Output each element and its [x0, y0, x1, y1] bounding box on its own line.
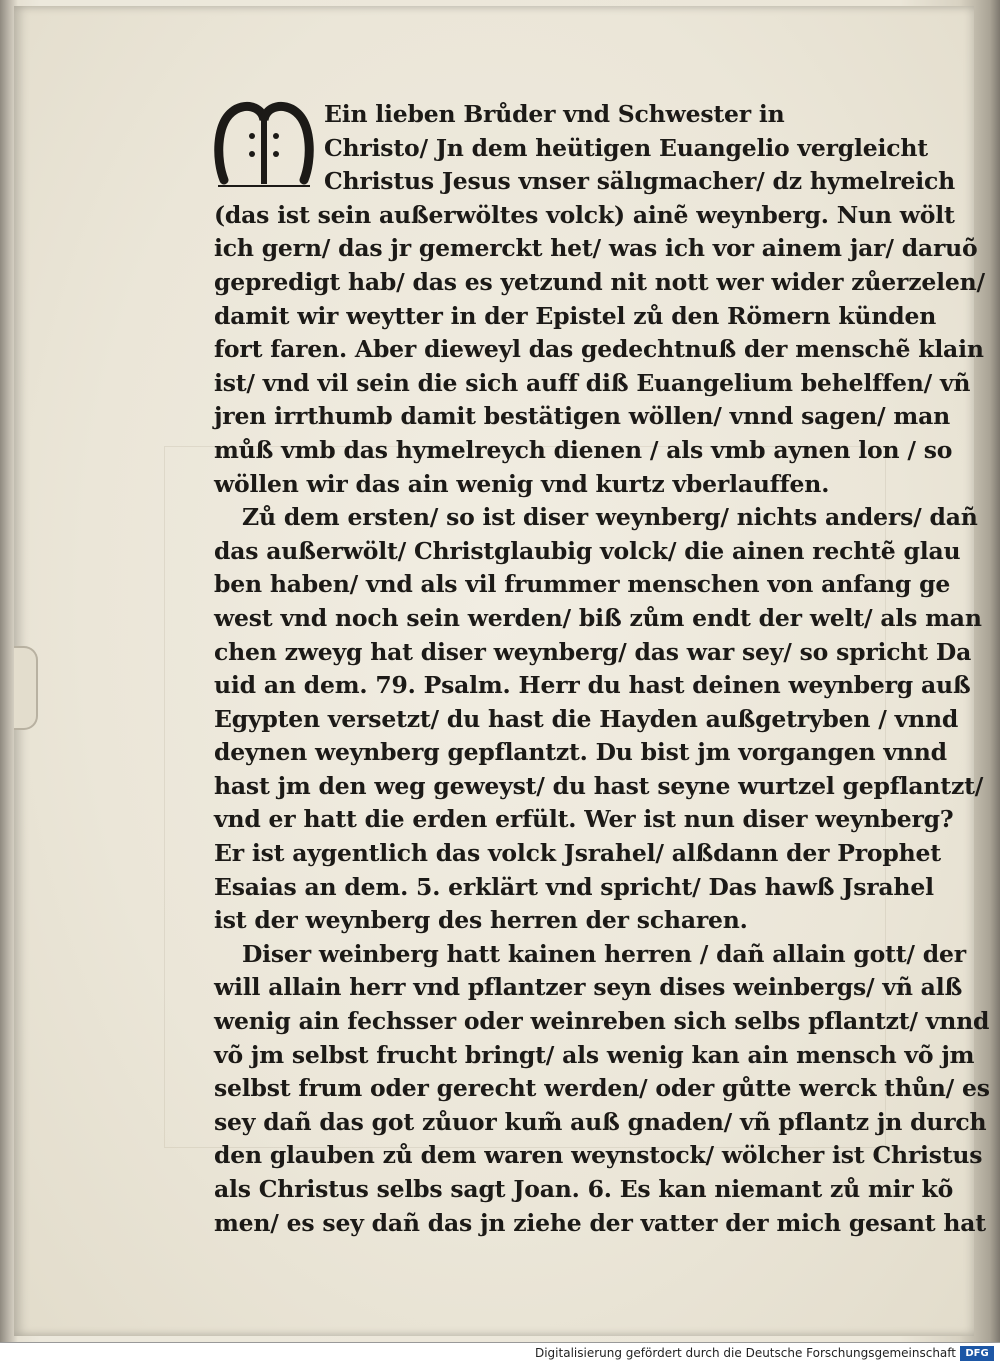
- text-line: ben haben/ vnd als vil frummer menschen von anfang ge: [214, 570, 951, 599]
- text-line: (das ist sein außerwöltes volck) ainẽ weynberg. Nun wölt: [214, 200, 955, 229]
- text-line: vnd er hatt die erden erfült. Wer ist nun diser weynberg?: [214, 805, 954, 834]
- text-line: das außerwölt/ Christglaubig volck/ die ainen rechtẽ glau: [214, 536, 961, 565]
- text-line: võ jm selbst frucht bringt/ als wenig kan ain mensch võ jm: [214, 1040, 975, 1069]
- funding-credit: Digitalisierung gefördert durch die Deutsche Forschungsgemeinschaft: [534, 1346, 956, 1360]
- text-line: west vnd noch sein werden/ biß zům endt der welt/ als man: [214, 603, 982, 632]
- text-line: Zů dem ersten/ so ist diser weynberg/ nichts anders/ dañ: [242, 503, 978, 532]
- dfg-logo[interactable]: DFG: [960, 1346, 994, 1361]
- text-line: will allain herr vnd pflantzer seyn dises weinbergs/ vñ alß: [214, 973, 963, 1002]
- page-text-block: [214, 98, 990, 1240]
- text-line: selbst frum oder gerecht werden/ oder gůtte werck thůn/ es: [214, 1074, 990, 1103]
- text-line: fort faren. Aber dieweyl das gedechtnuß der menschẽ klain: [214, 335, 984, 364]
- text-line: damit wir weytter in der Epistel zů den Römern künden: [214, 301, 937, 330]
- text-line: Diser weinberg hatt kainen herren / dañ allain gott/ der: [242, 939, 966, 968]
- text-line: Esaias an dem. 5. erklärt vnd spricht/ Das hawß Jsrahel: [214, 872, 934, 901]
- text-line: Egypten versetzt/ du hast die Hayden außgetryben / vnnd: [214, 704, 959, 733]
- text-line: Ein lieben Brůder vnd Schwester in: [324, 100, 785, 128]
- text-line: můß vmb das hymelreych dienen / als vmb aynen lon / so: [214, 435, 953, 464]
- page-tab-edge: [14, 646, 38, 730]
- text-line: jren irrthumb damit bestätigen wöllen/ vnnd sagen/ man: [214, 402, 950, 431]
- text-line: sey dañ das got zůuor kum̃ auß gnaden/ vñ pflantz jn durch: [214, 1107, 987, 1136]
- text-line: wenig ain fechsser oder weinreben sich selbs pflantzt/ vnnd: [214, 1007, 990, 1036]
- svg-text:M: M: [264, 158, 266, 159]
- text-line: Er ist aygentlich das volck Jsrahel/ alßdann der Prophet: [214, 839, 941, 868]
- text-line: ist/ vnd vil sein die sich auff diß Euangelium behelffen/ vñ: [214, 368, 971, 397]
- text-line: ich gern/ das jr gemerckt het/ was ich vor ainem jar/ daruõ: [214, 234, 978, 263]
- text-line: Christo/ Jn dem heütigen Euangelio vergleicht: [324, 133, 928, 162]
- digitization-footer: [0, 1342, 1000, 1366]
- text-line: men/ es sey dañ das jn ziehe der vatter der mich gesant hat: [214, 1208, 986, 1237]
- text-line: als Christus selbs sagt Joan. 6. Es kan niemant zů mir kõ: [214, 1175, 954, 1203]
- text-line: hast jm den weg geweyst/ du hast seyne wurtzel gepflantzt/: [214, 771, 984, 800]
- text-line: den glauben zů dem waren weynstock/ wölcher ist Christus: [214, 1141, 983, 1170]
- text-line: uid an dem. 79. Psalm. Herr du hast deinen weynberg auß: [214, 671, 971, 700]
- text-line: ist der weynberg des herren der scharen.: [214, 906, 748, 935]
- text-line: deynen weynberg gepflantzt. Du bist jm vorgangen vnnd: [214, 738, 947, 767]
- text-line: wöllen wir das ain wenig vnd kurtz vberlauffen.: [214, 469, 830, 498]
- text-line: Christus Jesus vnser sälıgmacher/ dz hymelreich: [324, 167, 955, 196]
- text-line: gepredigt hab/ das es yetzund nit nott wer wider zůerzelen/: [214, 267, 985, 296]
- text-line: chen zweyg hat diser weynberg/ das war sey/ so spricht Da: [214, 637, 972, 666]
